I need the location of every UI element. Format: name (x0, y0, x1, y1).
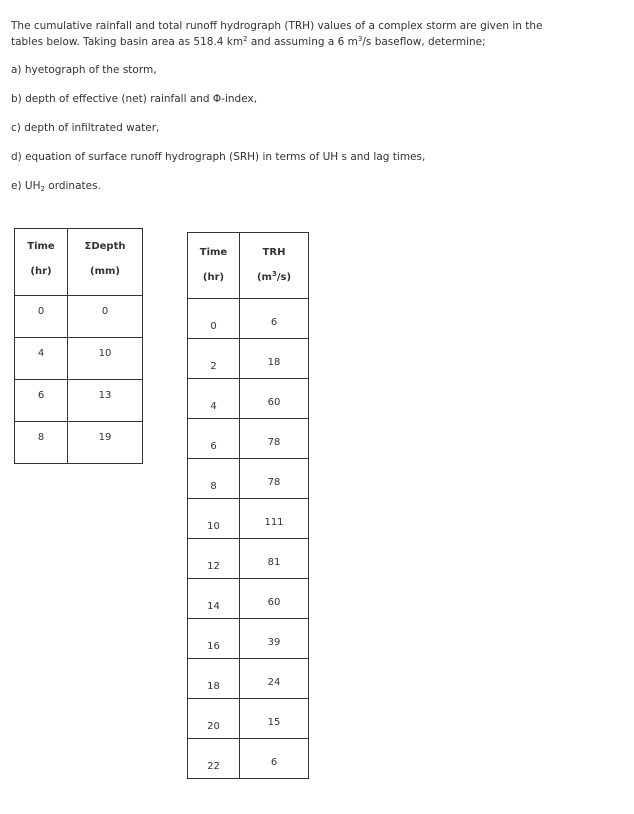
trh-table-header (188, 233, 309, 299)
cell-value: 4 (210, 401, 217, 412)
cell-value: 6 (37, 390, 45, 401)
trh-value-cell (240, 659, 309, 699)
rainfall-depth-cell (68, 338, 143, 380)
trh-value-label: TRH (262, 247, 286, 258)
cell-value: 6 (270, 757, 278, 768)
trh-time-cell (188, 699, 240, 739)
cell-value: 111 (264, 517, 284, 528)
table-row (188, 379, 309, 419)
rainfall-table (14, 228, 143, 464)
cell-value: 20 (207, 721, 220, 732)
rainfall-depth-header (68, 229, 143, 296)
table-row (188, 659, 309, 699)
flow-unit-exponent: 3 (357, 35, 363, 43)
table-row (188, 699, 309, 739)
intro-line-2b: and assuming a 6 m (247, 36, 358, 48)
part-e (11, 178, 611, 194)
trh-value-cell (240, 579, 309, 619)
trh-value-unit (240, 272, 308, 283)
trh-value-cell (240, 459, 309, 499)
table-row (15, 380, 143, 422)
unit-text: (m (256, 272, 272, 283)
table-row (188, 499, 309, 539)
rainfall-depth-cell (68, 296, 143, 338)
rainfall-time-label: Time (27, 241, 55, 252)
trh-value-cell (240, 339, 309, 379)
trh-time-cell (188, 499, 240, 539)
rainfall-time-cell (15, 338, 68, 380)
trh-value-header (240, 233, 309, 299)
cell-value: 78 (267, 437, 281, 448)
cell-value: 18 (207, 681, 220, 692)
trh-time-cell (188, 459, 240, 499)
cell-value: 78 (267, 477, 281, 488)
area-unit-exponent: 2 (243, 35, 248, 43)
rainfall-table-header (15, 229, 143, 296)
cell-value: 81 (267, 557, 281, 568)
trh-time-cell (188, 539, 240, 579)
table-row (188, 459, 309, 499)
problem-statement (11, 18, 611, 207)
part-b: b) depth of effective (net) rainfall and Φ-index, (11, 93, 258, 105)
trh-value-cell (240, 379, 309, 419)
cell-value: 0 (210, 321, 217, 332)
trh-table-body (188, 299, 309, 779)
rainfall-time-cell (15, 296, 68, 338)
trh-value-cell (240, 499, 309, 539)
unit-exponent: 3 (271, 270, 277, 278)
trh-table (187, 232, 309, 779)
cell-value: 0 (101, 306, 109, 317)
trh-time-label: Time (199, 247, 228, 258)
table-row (188, 619, 309, 659)
cell-value: 19 (98, 432, 112, 443)
trh-time-cell (188, 579, 240, 619)
cell-value: 22 (207, 761, 220, 772)
part-e-text: e) UH (11, 180, 41, 192)
cell-value: 8 (210, 481, 217, 492)
table-row (15, 296, 143, 338)
cell-value: 0 (37, 306, 45, 317)
trh-time-cell (188, 339, 240, 379)
trh-time-cell (188, 419, 240, 459)
trh-value-cell (240, 419, 309, 459)
table-row (15, 422, 143, 464)
cell-value: 8 (37, 432, 45, 443)
trh-value-cell (240, 699, 309, 739)
trh-time-cell (188, 739, 240, 779)
trh-value-cell (240, 739, 309, 779)
cell-value: 16 (207, 641, 220, 652)
cell-value: 2 (210, 361, 217, 372)
trh-time-header (188, 233, 240, 299)
cell-value: 18 (267, 357, 281, 368)
trh-time-cell (188, 659, 240, 699)
table-row (188, 299, 309, 339)
intro-line-2a: tables below. Taking basin area as 518.4 km (11, 36, 244, 48)
cell-value: 12 (207, 561, 220, 572)
cell-value: 14 (207, 601, 220, 612)
cell-value: 15 (267, 717, 281, 728)
trh-time-unit: (hr) (202, 272, 225, 283)
trh-time-cell (188, 379, 240, 419)
cell-value: 24 (267, 677, 281, 688)
table-row (188, 419, 309, 459)
rainfall-depth-cell (68, 422, 143, 464)
part-a: a) hyetograph of the storm, (11, 64, 157, 76)
cell-value: 6 (210, 441, 217, 452)
problem-intro (11, 18, 611, 50)
unit-text-tail: /s) (276, 272, 292, 283)
rainfall-depth-label: ΣDepth (84, 241, 126, 252)
cell-value: 10 (207, 521, 220, 532)
cell-value: 4 (37, 348, 45, 359)
rainfall-time-header (15, 229, 68, 296)
trh-value-cell (240, 299, 309, 339)
part-d: d) equation of surface runoff hydrograph (SRH) in terms of UH s and lag times, (11, 151, 426, 163)
table-row (15, 338, 143, 380)
table-row (188, 339, 309, 379)
intro-line-1: The cumulative rainfall and total runoff hydrograph (TRH) values of a complex storm are given in the (11, 20, 543, 32)
intro-line-2c: /s baseflow, determine; (362, 36, 486, 48)
rainfall-time-cell (15, 380, 68, 422)
table-row (188, 579, 309, 619)
part-e-subscript: 2 (40, 185, 45, 193)
table-row (188, 539, 309, 579)
table-row (188, 739, 309, 779)
trh-value-cell (240, 539, 309, 579)
cell-value: 13 (98, 390, 112, 401)
part-e-tail: ordinates. (44, 180, 101, 192)
rainfall-time-unit: (hr) (30, 266, 52, 277)
cell-value: 6 (270, 317, 278, 328)
cell-value: 60 (267, 397, 281, 408)
cell-value: 10 (98, 348, 112, 359)
rainfall-time-cell (15, 422, 68, 464)
trh-time-cell (188, 619, 240, 659)
cell-value: 39 (267, 637, 281, 648)
cell-value: 60 (267, 597, 281, 608)
part-c: c) depth of infiltrated water, (11, 122, 160, 134)
trh-time-cell (188, 299, 240, 339)
trh-value-cell (240, 619, 309, 659)
rainfall-depth-cell (68, 380, 143, 422)
rainfall-depth-unit: (mm) (90, 266, 120, 277)
